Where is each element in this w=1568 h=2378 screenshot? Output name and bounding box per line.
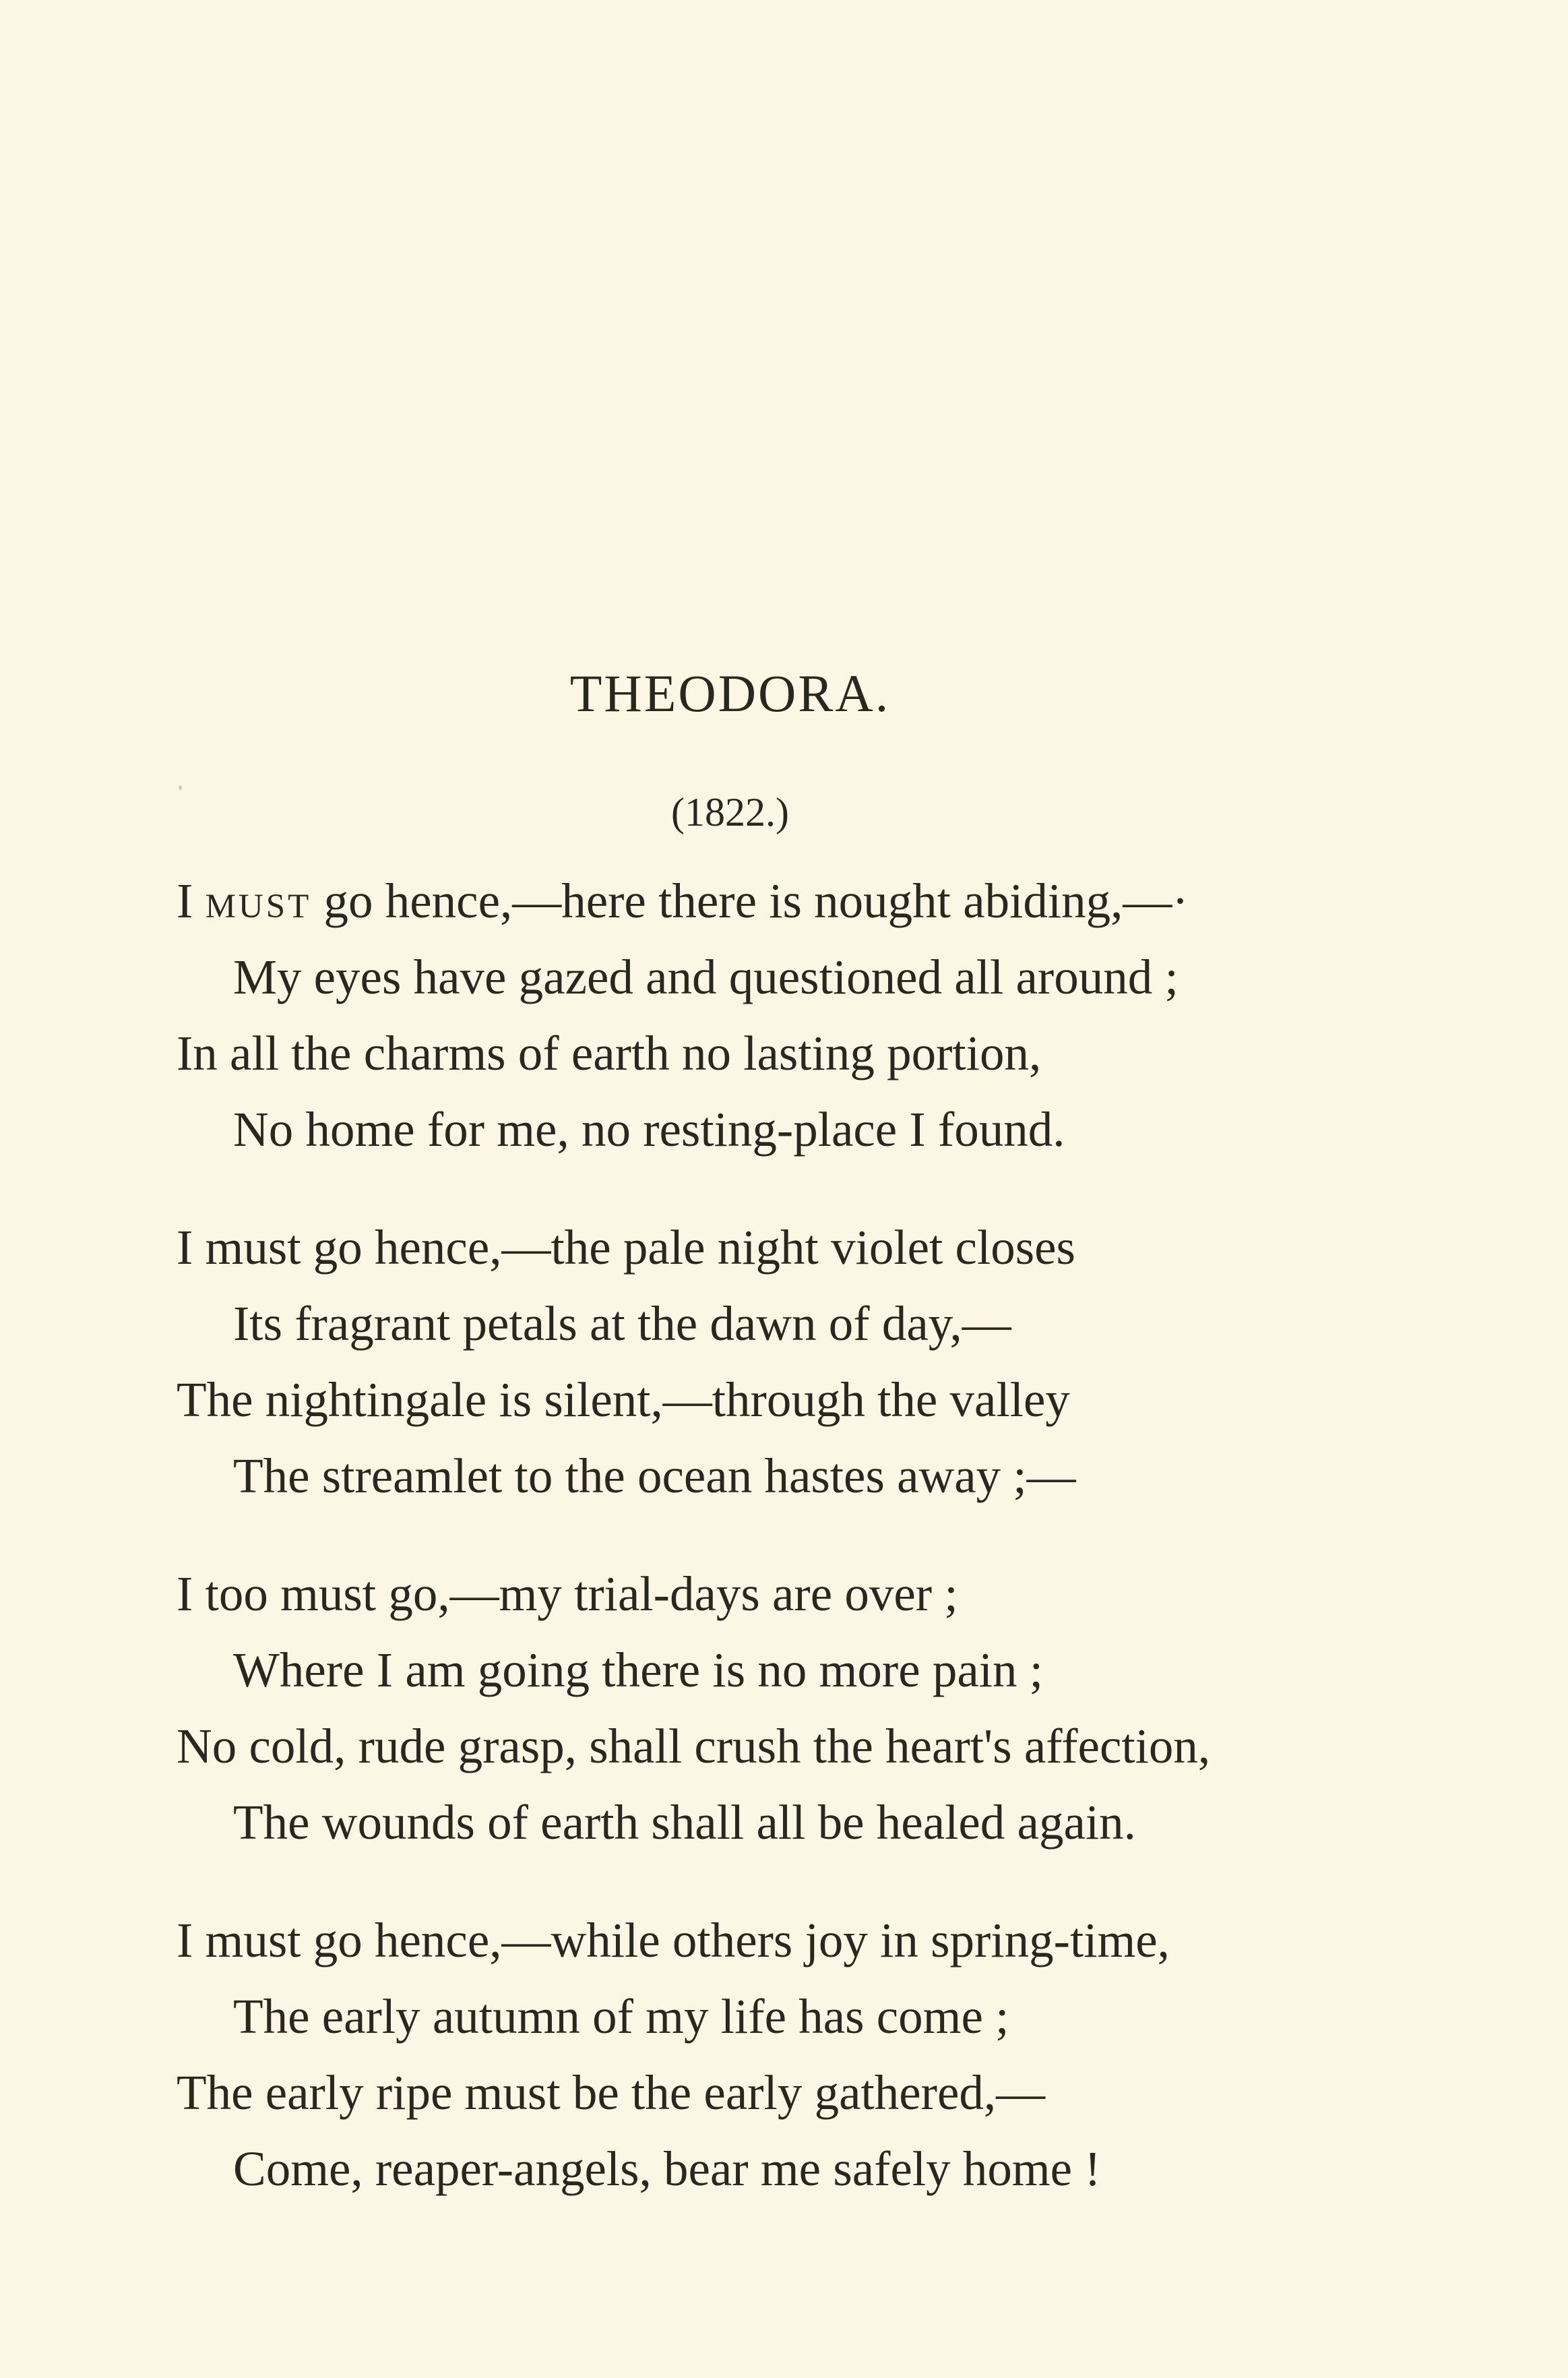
poem-body [177,863,1457,2249]
stanza-3 [177,1556,1457,1860]
verse-line: The streamlet to the ocean hastes away ;— [233,1449,1076,1503]
verse-line: No cold, rude grasp, shall crush the heart's affection, [177,1719,1211,1773]
verse-line-smallcaps: must [205,874,312,928]
verse-line: In all the charms of earth no lasting portion, [177,1026,1042,1080]
verse-line: Its fragrant petals at the dawn of day,— [233,1296,1011,1351]
verse-line: I too must go,—my trial-days are over ; [177,1566,958,1621]
stanza-1 [177,863,1457,1167]
poem-title: THEODORA. [569,664,891,723]
verse-line: I must go hence,—the pale night violet closes [177,1220,1075,1275]
verse-line: The nightingale is silent,—through the valley [177,1372,1070,1427]
verse-line: Come, reaper-angels, bear me safely home ! [233,2141,1101,2196]
verse-line: No home for me, no resting-place I found. [233,1102,1065,1157]
verse-line-rest: go hence,—here there is nought abiding,—· [311,874,1189,928]
verse-line: The early autumn of my life has come ; [233,1989,1009,2044]
verse-line: The early ripe must be the early gathered,— [177,2065,1046,2120]
stanza-2 [177,1209,1457,1514]
verse-line: Where I am going there is no more pain ; [233,1643,1044,1697]
verse-line: My eyes have gazed and questioned all around ; [233,950,1179,1004]
verse-line [177,863,1457,939]
verse-line-lead: I [177,874,193,928]
paper-speck [179,785,182,790]
verse-line: The wounds of earth shall all be healed again. [233,1795,1136,1850]
poem-date: (1822.) [671,790,789,834]
verse-line: I must go hence,—while others joy in spring-time, [177,1913,1170,1968]
stanza-4 [177,1902,1457,2207]
